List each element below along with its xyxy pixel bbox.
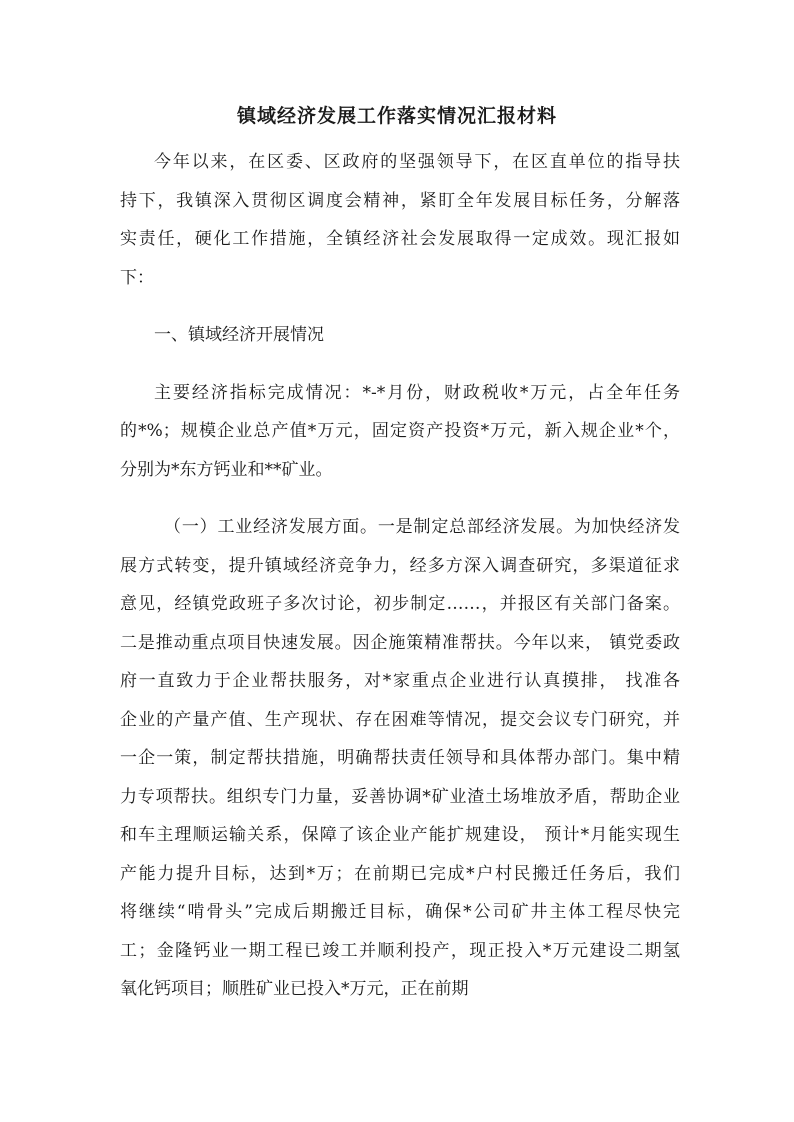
text-line: 和车主理顺运输关系，保障了该企业产能扩规建设， 预计*月能实现生 [120, 825, 680, 845]
text-line: 主要经济指标完成情况：*-*月份，财政税收*万元，占全年任务 [154, 382, 680, 403]
paragraph-spacer [120, 489, 680, 508]
text-line: 的*%；规模企业总产值*万元，固定资产投资*万元，新入规企业*个， [120, 421, 680, 441]
section-heading: 一、镇域经济开展情况 [154, 325, 324, 345]
paragraph-spacer [120, 355, 680, 374]
text-line: 一企一策，制定帮扶措施，明确帮扶责任领导和具体帮办部门。集中精 [120, 748, 680, 768]
document-title: 镇域经济发展工作落实情况汇报材料 [236, 105, 557, 127]
text-line: 持下，我镇深入贯彻区调度会精神，紧盯全年发展目标任务，分解落 [120, 190, 680, 211]
text-line: 将继续“啃骨头”完成后期搬迁目标，确保*公司矿井主体工程尽快完 [120, 902, 680, 922]
text-line: 产能力提升目标，达到*万；在前期已完成*户村民搬迁任务后，我们 [120, 863, 680, 884]
text-line: 分别为*东方钙业和**矿业。 [120, 459, 333, 480]
text-line: 工；金隆钙业一期工程已竣工并顺利投产，现正投入*万元建设二期氢 [120, 940, 680, 961]
text-line: 实责任，硬化工作措施，全镇经济社会发展取得一定成效。现汇报如 [120, 229, 680, 249]
document-body [120, 143, 680, 1009]
text-line: 意见，经镇党政班子多次讨论，初步制定……，并报区有关部门备案。 [120, 594, 680, 614]
text-line: 下： [120, 267, 154, 288]
text-line: 府一直致力于企业帮扶服务，对*家重点企业进行认真摸排， 找准各 [120, 671, 680, 691]
text-line: （一）工业经济发展方面。一是制定总部经济发展。为加快经济发 [164, 517, 680, 537]
text-line: 今年以来，在区委、区政府的坚强领导下，在区直单位的指导扶 [154, 152, 680, 172]
paragraph-spacer [120, 297, 680, 316]
text-line: 展方式转变，提升镇域经济竞争力，经多方深入调查研究，多渠道征求 [120, 555, 680, 576]
text-line: 企业的产量产值、生产现状、存在困难等情况，提交会议专门研究，并 [120, 709, 680, 730]
text-line: 氧化钙项目；顺胜矿业已投入*万元，正在前期 [120, 979, 469, 999]
text-line: 二是推动重点项目快速发展。因企施策精准帮扶。今年以来， 镇党委政 [120, 632, 680, 653]
text-line: 力专项帮扶。组织专门力量，妥善协调*矿业渣土场堆放矛盾，帮助企业 [120, 786, 680, 807]
